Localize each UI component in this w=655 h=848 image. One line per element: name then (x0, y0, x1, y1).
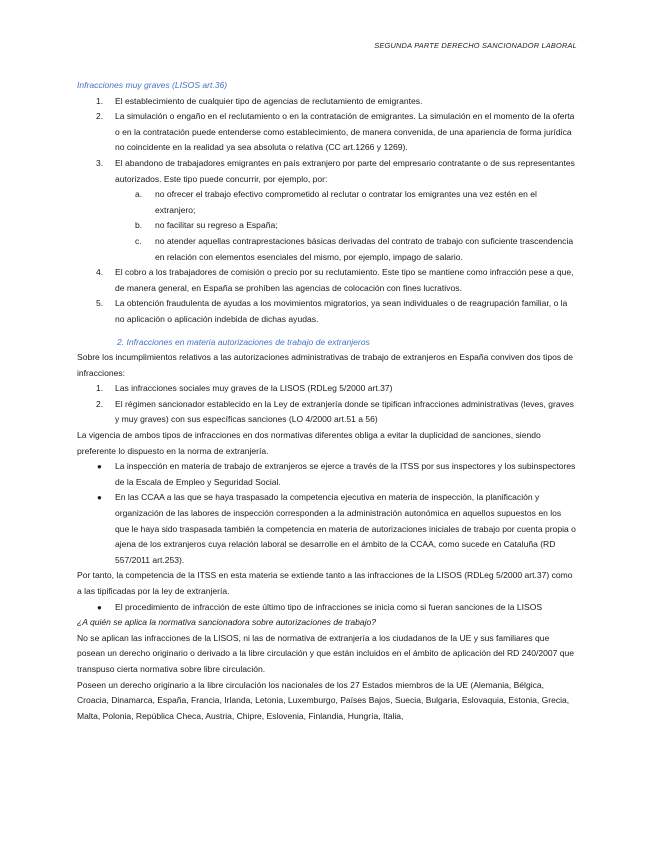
sub-list-text: no facilitar su regreso a España; (155, 220, 278, 231)
list-item (77, 381, 577, 397)
list-item-text: El régimen sancionador establecido en la Ley de extranjería donde se tipifican infracciones administrativas (leves, graves y muy graves) con sus específicas sanciones (LO 4/2000 art.51 a 56) (115, 398, 574, 425)
list-number: 5. (96, 298, 104, 309)
list-number: 1. (96, 383, 104, 394)
paragraph-competencia: Por tanto, la competencia de la ITSS en esta materia se extiende tanto a las infracciones de la LISOS (RDLeg 5/2000 art.37) como a las tipificadas por la ley de extranjería. (77, 570, 573, 596)
bullet-item (77, 459, 577, 490)
paragraph-vigencia: La vigencia de ambos tipos de infracciones en dos normativas diferentes obliga a evitar la duplicidad de sanciones, siendo preferente lo dispuesto en la norma de extranjería. (77, 430, 541, 456)
list-item-text: El abandono de trabajadores emigrantes en país extranjero por parte del empresario contratante o de sus representantes autorizados. Este tipo puede concurrir, por ejemplo, por: (115, 157, 575, 184)
list-number: 4. (96, 267, 104, 278)
section-heading-muy-graves: Infracciones muy graves (LISOS art.36) (77, 80, 228, 90)
bullet-icon: ● (97, 462, 102, 472)
sub-list-item (77, 218, 577, 234)
sub-list-letter: a. (135, 189, 143, 200)
list-item-text: El cobro a los trabajadores de comisión o precio por su reclutamiento. Este tipo se mantiene como infracción pese a que, de manera general, en España se prohíben las agencias de colocación con fines lucrativos. (115, 267, 574, 293)
question-heading: ¿A quién se aplica la normativa sancionadora sobre autorizaciones de trabajo? (77, 617, 377, 628)
list-item (77, 265, 577, 296)
list-item-text: Las infracciones sociales muy graves de la LISOS (RDLeg 5/2000 art.37) (115, 383, 393, 394)
bullet-icon: ● (97, 602, 102, 612)
sub-list-letter: b. (135, 220, 143, 231)
section-heading-autorizaciones: 2. Infracciones en materia autorizaciones de trabajo de extranjeros (117, 336, 370, 347)
list-item (77, 94, 577, 110)
running-header: SEGUNDA PARTE DERECHO SANCIONADOR LABORAL (374, 41, 577, 50)
list-item (77, 296, 577, 327)
sub-list-item (77, 187, 577, 218)
sub-list-text: no ofrecer el trabajo efectivo comprometido al reclutar o contratar los emigrantes una vez estén en el extranjero; (155, 189, 537, 215)
bullet-icon: ● (97, 493, 102, 503)
paragraph-intro: Sobre los incumplimientos relativos a las autorizaciones administrativas de trabajo de extranjeros en España conviven dos tipos de infracciones: (77, 352, 573, 378)
bullet-text: La inspección en materia de trabajo de extranjeros se ejerce a través de la ITSS por sus inspectores y los subinspectores de la Escala de Empleo y Seguridad Social. (115, 461, 576, 487)
list-number: 2. (96, 111, 104, 122)
list-item-text: La obtención fraudulenta de ayudas a los movimientos migratorios, ya sean individuales o de reagrupación familiar, o la no aplicación o aplicación indebida de dichas ayudas. (115, 298, 568, 324)
list-number: 2. (96, 398, 104, 409)
sub-list-item (77, 234, 577, 265)
list-item-text: La simulación o engaño en el reclutamiento o en la contratación de emigrantes. La simulación en el momento de la oferta o en la contratación puede entenderse como establecimiento, de manera convenida, de una apariencia de forma jurídica no coincidente en la realidad ya sea absoluta o relativa (CC art.1266 y 1269). (115, 111, 575, 153)
list-item-text: El establecimiento de cualquier tipo de agencias de reclutamiento de emigrantes. (115, 95, 423, 106)
list-number: 3. (96, 157, 104, 168)
bullet-text: El procedimiento de infracción de este último tipo de infracciones se inicia como si fueran sanciones de la LISOS (115, 601, 543, 612)
list-item (77, 397, 577, 428)
paragraph-aplicacion: No se aplican las infracciones de la LISOS, ni las de normativa de extranjería a los ciudadanos de la UE y sus familiares que posean un derecho originario o derivado a la libre circulación y que están incluidos en el ámbito de aplicación del RD 240/2007 que transpuso cierta normativa sobre libre circulación. (77, 632, 574, 674)
bullet-item (77, 490, 577, 568)
bullet-text: En las CCAA a las que se haya traspasado la competencia ejecutiva en materia de inspección, la planificación y organización de las labores de inspección corresponden a la administración autonómica en aquellos supuestos en los que le haya sido traspasada también la competencia en materia de autorizaciones iniciales de trabajo por cuenta propia o ajena de los extranjeros cuya relación laboral se desarrolle en el ámbito de la CCAA, como sucede en Cataluña (RD 557/2011 art.253). (115, 492, 576, 565)
document-body (77, 78, 577, 724)
sub-list-text: no atender aquellas contraprestaciones básicas derivadas del contrato de trabajo con suficiente trascendencia en relación con elementos esenciales del mismo, por ejemplo, impago de salario. (155, 235, 574, 262)
sub-list-letter: c. (135, 235, 142, 246)
list-item (77, 109, 577, 156)
list-number: 1. (96, 95, 104, 106)
paragraph-derecho-originario: Poseen un derecho originario a la libre circulación los nacionales de los 27 Estados miembros de la UE (Alemania, Bélgica, Croacia, Dinamarca, España, Francia, Irlanda, Letonia, Luxemburgo, Países Bajos, Suecia, Bulgaria, Eslovaquia, Estonia, Grecia, Malta, Polonia, República Checa, Austria, Chipre, Eslovenia, Finlandia, Hungría, Italia, (77, 679, 570, 721)
bullet-item (77, 600, 577, 616)
list-item (77, 156, 577, 187)
